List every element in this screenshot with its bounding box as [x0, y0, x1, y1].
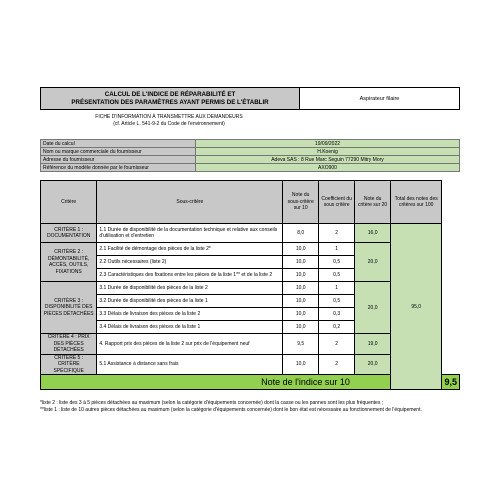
sous-critere-2-1: 2.1 Facilité de démontage des pièces de la liste 2*	[97, 243, 283, 256]
header-note-critere: Note du critère sur 20	[355, 181, 391, 224]
header-note-sous: Note du sous-critère sur 10	[283, 181, 319, 224]
critere-4-label: CRITÈRE 4 : PRIX DES PIÈCES DÉTACHÉES	[41, 334, 97, 355]
score-table	[40, 180, 460, 390]
score-critere-4: 19,0	[355, 334, 391, 355]
sous-critere-4-1: 4. Rapport prix des pièces de la liste 2 sur prix de l'équipement neuf	[97, 334, 283, 355]
brand-value: H.Koenig	[196, 148, 460, 156]
info-row-brand	[41, 148, 460, 156]
coef-3-2: 0,5	[318, 295, 354, 308]
sous-critere-3-1: 3.1 Durée de disponibilité des pièces de la liste 2	[97, 282, 283, 295]
date-label: Date du calcul	[41, 140, 196, 148]
note-1-1: 8,0	[283, 224, 319, 243]
sous-critere-2-3: 2.3 Caractéristiques des fixations entre les pièces de la liste 1** et de la liste 2	[97, 269, 283, 282]
total-score: 95,0	[390, 224, 442, 390]
critere-3-label: CRITÈRE 3 : DISPONIBILITÉ DES PIÈCES DÉTACHÉES	[41, 282, 97, 334]
header-box	[40, 87, 460, 110]
coef-2-2: 0,5	[318, 256, 354, 269]
coef-2-3: 0,5	[318, 269, 354, 282]
note-3-3: 10,0	[283, 308, 319, 321]
info-row-ref	[41, 164, 460, 172]
sous-critere-5-1: 5.1 Assistance à distance sans frais	[97, 354, 283, 375]
coef-4-1: 2	[318, 334, 354, 355]
critere-2-label: CRITÈRE 2 : DÉMONTABILITÉ, ACCÈS, OUTILS, FIXATIONS	[41, 243, 97, 282]
note-3-1: 10,0	[283, 282, 319, 295]
fiche-line2: (cf. Article L. 541-9-2 du Code de l'environnement)	[113, 120, 225, 127]
final-score-label: Note de l'indice sur 10	[41, 375, 391, 390]
sous-critere-3-3: 3.3 Délais de livraison des pièces de la liste 2	[97, 308, 283, 321]
score-critere-1: 16,0	[355, 224, 391, 243]
coef-5-1: 2	[318, 354, 354, 375]
footnote-liste-2: *liste 2 : liste des 3 à 5 pièces détachées au maximum (selon la catégorie d'équipements concernée) dont la casse ou les pannes sont les plus fréquentes ;	[40, 400, 384, 406]
footnotes	[40, 400, 460, 413]
address-value: Adeva SAS : 8 Rue Marc Seguin 77290 Mitry Mory	[196, 156, 460, 164]
fiche-caption	[40, 114, 298, 127]
note-4-1: 9,5	[283, 334, 319, 355]
note-2-1: 10,0	[283, 243, 319, 256]
fiche-line1: FICHE D'INFORMATION À TRANSMETTRE AUX DEMANDEURS	[95, 114, 243, 120]
header-total: Total des notes des critères sur 100	[390, 181, 442, 224]
header-coef: Coefficient du sous critère	[318, 181, 354, 224]
header-sous-critere: Sous-critère	[97, 181, 283, 224]
ref-value: AXO900	[196, 164, 460, 172]
score-critere-3: 20,0	[355, 282, 391, 334]
header-title	[41, 88, 300, 109]
table-header-row	[41, 181, 460, 224]
info-table	[40, 139, 460, 172]
info-row-date	[41, 140, 460, 148]
coef-1-1: 2	[318, 224, 354, 243]
note-2-2: 10,0	[283, 256, 319, 269]
sous-critere-1-1: 1.1 Durée de disponibilité de la documentation technique et relative aux conseils d'utilisation et d'entretien	[97, 224, 283, 243]
note-3-4: 10,0	[283, 321, 319, 334]
sous-critere-2-2: 2.2 Outils nécessaires (liste 2)	[97, 256, 283, 269]
coef-2-1: 1	[318, 243, 354, 256]
coef-3-4: 0,2	[318, 321, 354, 334]
date-value: 19/09/2022	[196, 140, 460, 148]
score-critere-5: 20,0	[355, 354, 391, 375]
note-3-2: 10,0	[283, 295, 319, 308]
address-label: Adresse du fournisseur	[41, 156, 196, 164]
header-title-line1: CALCUL DE L'INDICE DE RÉPARABILITÉ ET	[104, 90, 236, 98]
final-score-value: 9,5	[442, 375, 460, 390]
critere-1-label: CRITÈRE 1 : DOCUMENTATION	[41, 224, 97, 243]
coef-3-1: 1	[318, 282, 354, 295]
header-title-line2: PRÉSENTATION DES PARAMÈTRES AYANT PERMIS DE L'ÉTABLIR	[71, 98, 269, 106]
critere-5-label: CRITÈRE 5 : CRITÈRE SPÉCIFIQUE	[41, 354, 97, 375]
product-type: Aspirateur filaire	[359, 95, 400, 102]
header-critere: Critère	[41, 181, 97, 224]
sous-critere-3-2: 3.2 Durée de disponibilité des pièces de la liste 1	[97, 295, 283, 308]
brand-label: Nom ou marque commerciale du fournisseur	[41, 148, 196, 156]
info-row-address	[41, 156, 460, 164]
coef-3-3: 0,3	[318, 308, 354, 321]
note-5-1: 10,0	[283, 354, 319, 375]
note-2-3: 10,0	[283, 269, 319, 282]
table-row	[41, 224, 460, 243]
footnote-liste-1: **liste 1 : liste de 10 autres pièces détachées au maximum (selon la catégorie d'équipements concernée) dont le bon état est nécessaire au fonctionnement de l'équipement.	[40, 406, 422, 413]
score-critere-2: 20,0	[355, 243, 391, 282]
sous-critere-3-4: 3.4 Délais de livraison des pièces de la liste 1	[97, 321, 283, 334]
ref-label: Référence du modèle donnée par le fournisseur	[41, 164, 196, 172]
